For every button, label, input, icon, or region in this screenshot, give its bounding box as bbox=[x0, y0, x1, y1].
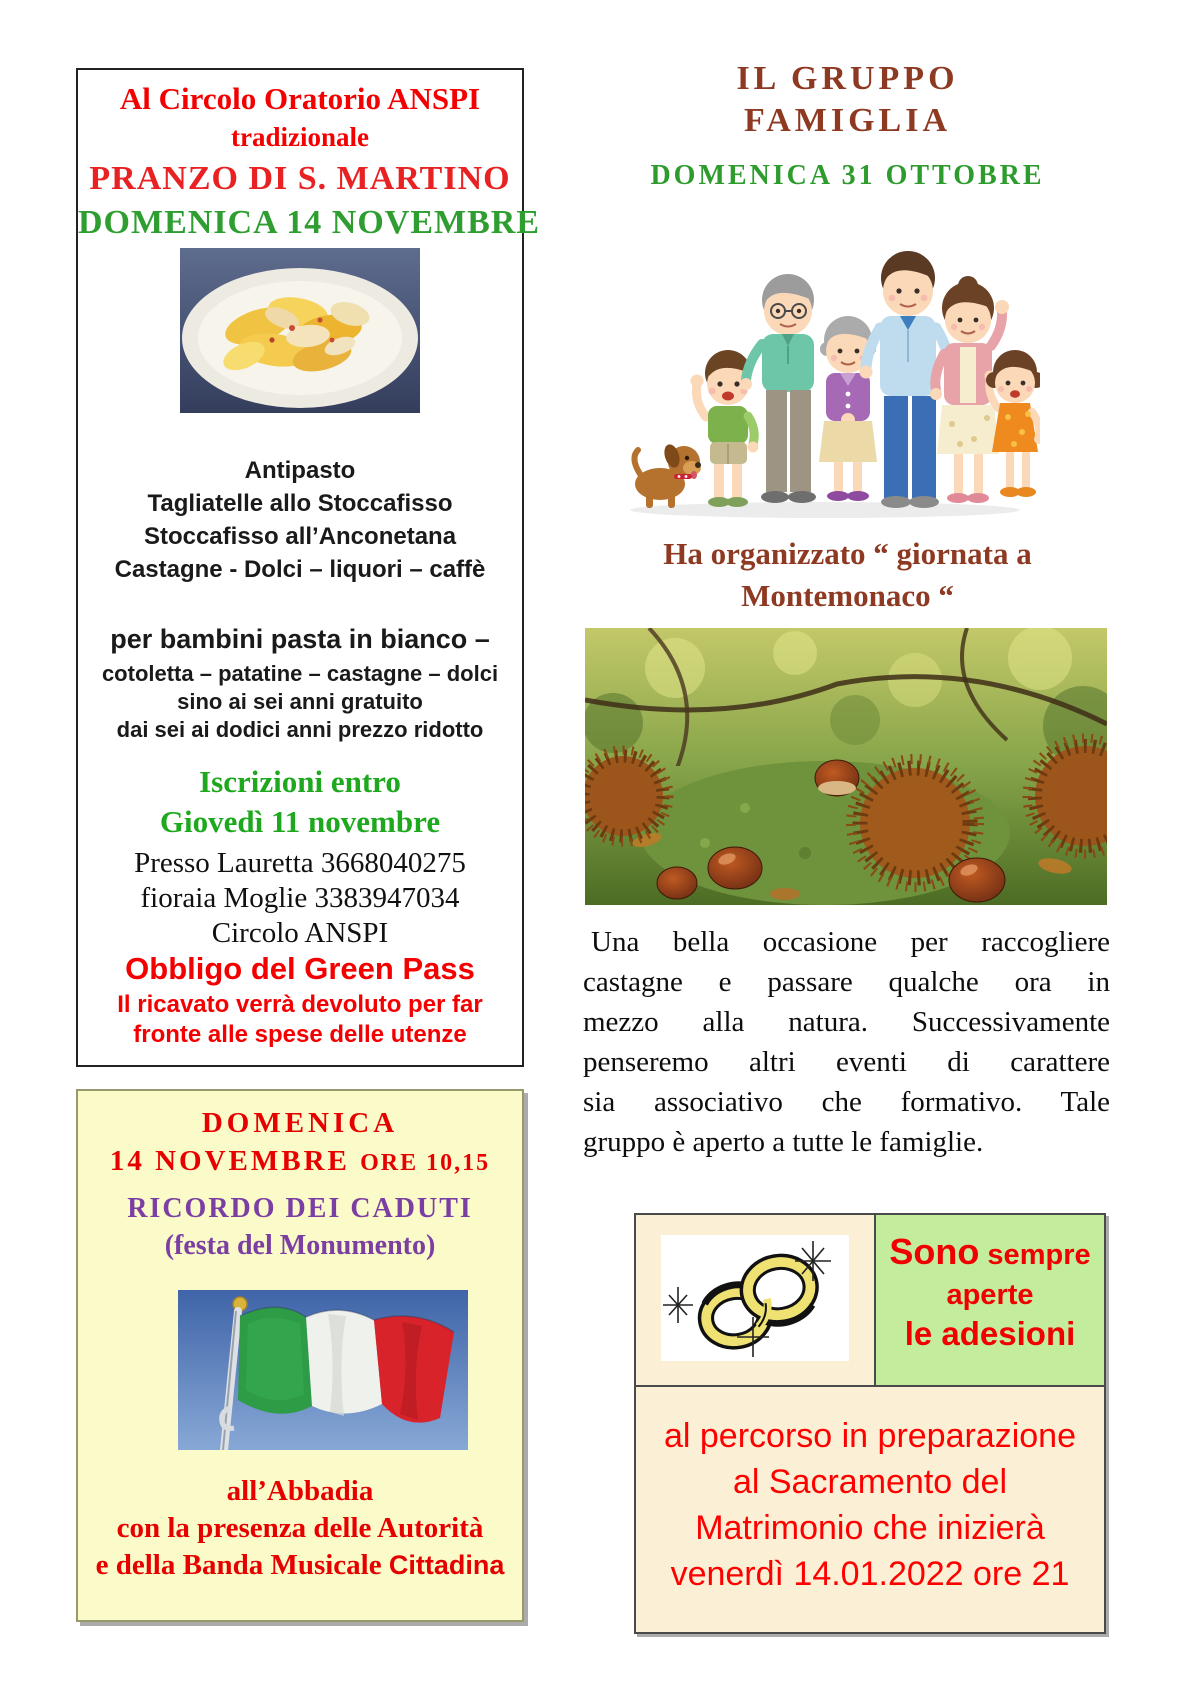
anspi-subtitle: tradizionale bbox=[231, 122, 369, 152]
dad-figure bbox=[860, 251, 957, 508]
paragraph-line: sia associativo che formativo. Tale bbox=[583, 1086, 1110, 1118]
registration-deadline-date: Giovedì 11 novembre bbox=[159, 804, 441, 839]
caduti-date-day: 14 NOVEMBRE bbox=[109, 1145, 361, 1177]
pasta-dish-photo bbox=[180, 248, 420, 413]
percorso-box bbox=[634, 1385, 1106, 1634]
caduti-date-time bbox=[78, 1143, 522, 1184]
contact-line: Circolo ANSPI bbox=[211, 917, 389, 949]
gruppo-paragraph bbox=[583, 922, 1110, 1162]
dog-figure bbox=[634, 442, 701, 508]
organized-line: Montemonaco “ bbox=[741, 578, 954, 613]
adesioni-line1 bbox=[876, 1231, 1104, 1276]
organized-line: Ha organizzato “ giornata a bbox=[663, 536, 1032, 571]
adesioni-box bbox=[634, 1213, 1106, 1387]
green-pass-notice: Obbligo del Green Pass bbox=[125, 951, 475, 986]
grandpa-figure bbox=[740, 274, 816, 503]
caduti-place: all’Abbadia bbox=[226, 1475, 374, 1507]
caduti-band bbox=[78, 1547, 522, 1584]
anspi-title: Al Circolo Oratorio ANSPI bbox=[119, 81, 481, 116]
rings-cell bbox=[636, 1215, 874, 1385]
proceeds-note: fronte alle spese delle utenze bbox=[133, 1021, 467, 1048]
caduti-title: RICORDO DEI CADUTI bbox=[127, 1193, 473, 1224]
gruppo-date: DOMENICA 31 OTTOBRE bbox=[650, 160, 1045, 191]
caduti-date: DOMENICA bbox=[201, 1107, 399, 1139]
anspi-lunch-box bbox=[76, 68, 541, 1067]
italian-flag-photo bbox=[178, 1290, 468, 1450]
caduti-band-serif: e della Banda Musicale bbox=[95, 1549, 389, 1581]
chestnut-forest-photo bbox=[585, 628, 1107, 905]
caduti-authorities: con la presenza delle Autorità bbox=[116, 1512, 484, 1544]
menu-line: Tagliatelle allo Stoccafisso bbox=[147, 490, 453, 517]
proceeds-note: Il ricavato verrà devoluto per far bbox=[117, 991, 483, 1018]
percorso-line: Matrimonio che inizierà bbox=[695, 1509, 1045, 1547]
gruppo-famiglia-title: IL GRUPPO bbox=[736, 60, 959, 97]
adesioni-text-cell bbox=[874, 1215, 1104, 1385]
children-menu-line: per bambini pasta in bianco – bbox=[110, 624, 490, 654]
event-name: PRANZO DI S. MARTINO bbox=[89, 160, 511, 197]
menu-line: Castagne - Dolci – liquori – caffè bbox=[114, 556, 486, 583]
percorso-line: venerdì 14.01.2022 ore 21 bbox=[670, 1555, 1070, 1593]
caduti-memorial-box bbox=[76, 1089, 524, 1622]
family-illustration bbox=[610, 212, 1040, 522]
caduti-subtitle: (festa del Monumento) bbox=[164, 1230, 436, 1261]
paragraph-line: mezzo alla natura. Successivamente bbox=[583, 1006, 1110, 1038]
adesioni-line3: le adesioni bbox=[904, 1315, 1076, 1352]
caduti-time: ORE 10,15 bbox=[360, 1150, 491, 1176]
paragraph-line: penseremo altri eventi di carattere bbox=[583, 1046, 1110, 1078]
percorso-line: al Sacramento del bbox=[732, 1463, 1008, 1501]
adesioni-line2: aperte bbox=[946, 1279, 1034, 1311]
paragraph-line: Una bella occasione per raccogliere bbox=[591, 926, 1110, 958]
wedding-rings-image bbox=[661, 1235, 849, 1361]
adesioni-sono: Sono bbox=[889, 1231, 980, 1272]
flag-cloth bbox=[238, 1307, 454, 1422]
gruppo-famiglia-title: FAMIGLIA bbox=[743, 102, 952, 139]
percorso-line: al percorso in preparazione bbox=[663, 1417, 1077, 1455]
event-date: DOMENICA 14 NOVEMBRE bbox=[78, 204, 541, 241]
registration-deadline: Iscrizioni entro bbox=[199, 764, 401, 799]
children-menu-line: dai sei ai dodici anni prezzo ridotto bbox=[116, 717, 484, 742]
adesioni-sempre: sempre bbox=[979, 1239, 1091, 1271]
contact-line: Presso Lauretta 3668040275 bbox=[134, 847, 466, 879]
children-menu-line: sino ai sei anni gratuito bbox=[177, 689, 423, 714]
paragraph-line: castagne e passare qualche ora in bbox=[583, 966, 1110, 998]
caduti-band-sans: Cittadina bbox=[388, 1550, 505, 1580]
paragraph-line: gruppo è aperto a tutte le famiglie. bbox=[583, 1126, 984, 1158]
children-menu-line: cotoletta – patatine – castagne – dolci bbox=[101, 661, 499, 686]
menu-line: Stoccafisso all’Anconetana bbox=[143, 523, 457, 550]
contact-line: fioraia Moglie 3383947034 bbox=[140, 882, 460, 914]
menu-line: Antipasto bbox=[244, 457, 356, 484]
